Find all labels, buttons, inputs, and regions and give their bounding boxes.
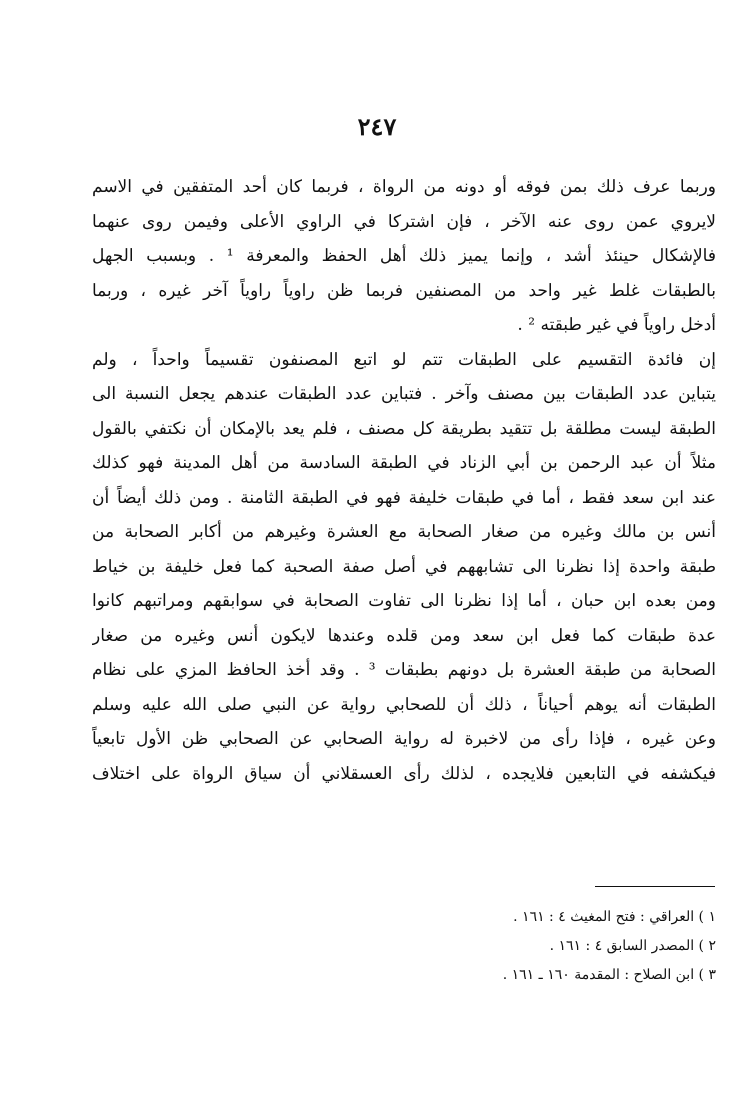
- body-line: مثلاً أن عبد الرحمن بن أبي الزناد في الطبقة السادسة من أهل المدينة فهو كذلك: [92, 453, 716, 473]
- body-line: فيكشفه في التابعين فلايجده ، لذلك رأى العسقلاني أن سياق الرواة على اختلاف: [92, 763, 716, 784]
- footnote: ٣ ) ابن الصلاح : المقدمة ١٦٠ ـ ١٦١ .: [502, 967, 716, 983]
- body-line: يتباين عدد الطبقات بين مصنف وآخر . فتباين عدد الطبقات عندهم يجعل النسبة الى: [92, 384, 716, 404]
- body-text: [92, 170, 716, 791]
- body-line: أدخل راوياً في غير طبقته ² .: [517, 315, 716, 335]
- body-line: أنس بن مالك وغيره من صغار الصحابة مع العشرة وغيرهم من أكابر الصحابة من: [92, 522, 716, 542]
- body-line: الطبقة ليست مطلقة بل تتقيد بطريقة كل مصنف ، فلم يعد بالإمكان أن نكتفي بالقول: [92, 418, 716, 439]
- footnote: ٢ ) المصدر السابق ٤ : ١٦١ .: [549, 938, 716, 954]
- body-line: طبقة واحدة إذا نظرنا الى تشابههم في أصل صفة الصحبة كما فعل خليفة بن خياط: [92, 556, 716, 577]
- body-line: عدة طبقات كما فعل ابن سعد ومن قلده وعندها لايكون أنس وغيره من صغار: [92, 625, 716, 646]
- body-line: الطبقات أنه يوهم أحياناً ، ذلك أن للصحابي رواية عن النبي صلى الله عليه وسلم: [92, 694, 716, 715]
- body-line: الصحابة من طبقة العشرة بل دونهم بطبقات ³ . وقد أخذ الحافظ المزي على نظام: [92, 660, 716, 680]
- body-line: بالطبقات غلط غير واحد من المصنفين فربما ظن راوياً راوياً آخر غيره ، وربما: [92, 280, 716, 301]
- body-line: فالإشكال حينئذ أشد ، وإنما يميز ذلك أهل الحفظ والمعرفة ¹ . وبسبب الجهل: [92, 246, 716, 266]
- body-line: وعن غيره ، فإذا رأى من لاخبرة له رواية الصحابي عن الصحابي ظن الأول تابعياً: [92, 729, 716, 749]
- body-line: لايروي عمن روى عنه الآخر ، فإن اشتركا في الراوي الأعلى وفيمن روى عنهما: [92, 211, 716, 232]
- footnote-divider: [595, 886, 715, 887]
- body-line: ومن بعده ابن حبان ، أما إذا نظرنا الى تفاوت الصحابة في سوابقهم ومراتبهم كانوا: [92, 591, 716, 611]
- body-line: عند ابن سعد فقط ، أما في طبقات خليفة فهو في الطبقة الثامنة . ومن ذلك أيضاً أن: [92, 487, 716, 508]
- body-line: إن فائدة التقسيم على الطبقات تتم لو اتبع المصنفون تقسيماً واحداً ، ولم: [92, 349, 716, 370]
- footnote: ١ ) العراقي : فتح المغيث ٤ : ١٦١ .: [513, 909, 716, 925]
- footnotes: [216, 903, 716, 990]
- page-number: ٢٤٧: [357, 112, 397, 141]
- body-line: وربما عرف ذلك بمن فوقه أو دونه من الرواة ، فربما كان أحد المتفقين في الاسم: [92, 177, 716, 197]
